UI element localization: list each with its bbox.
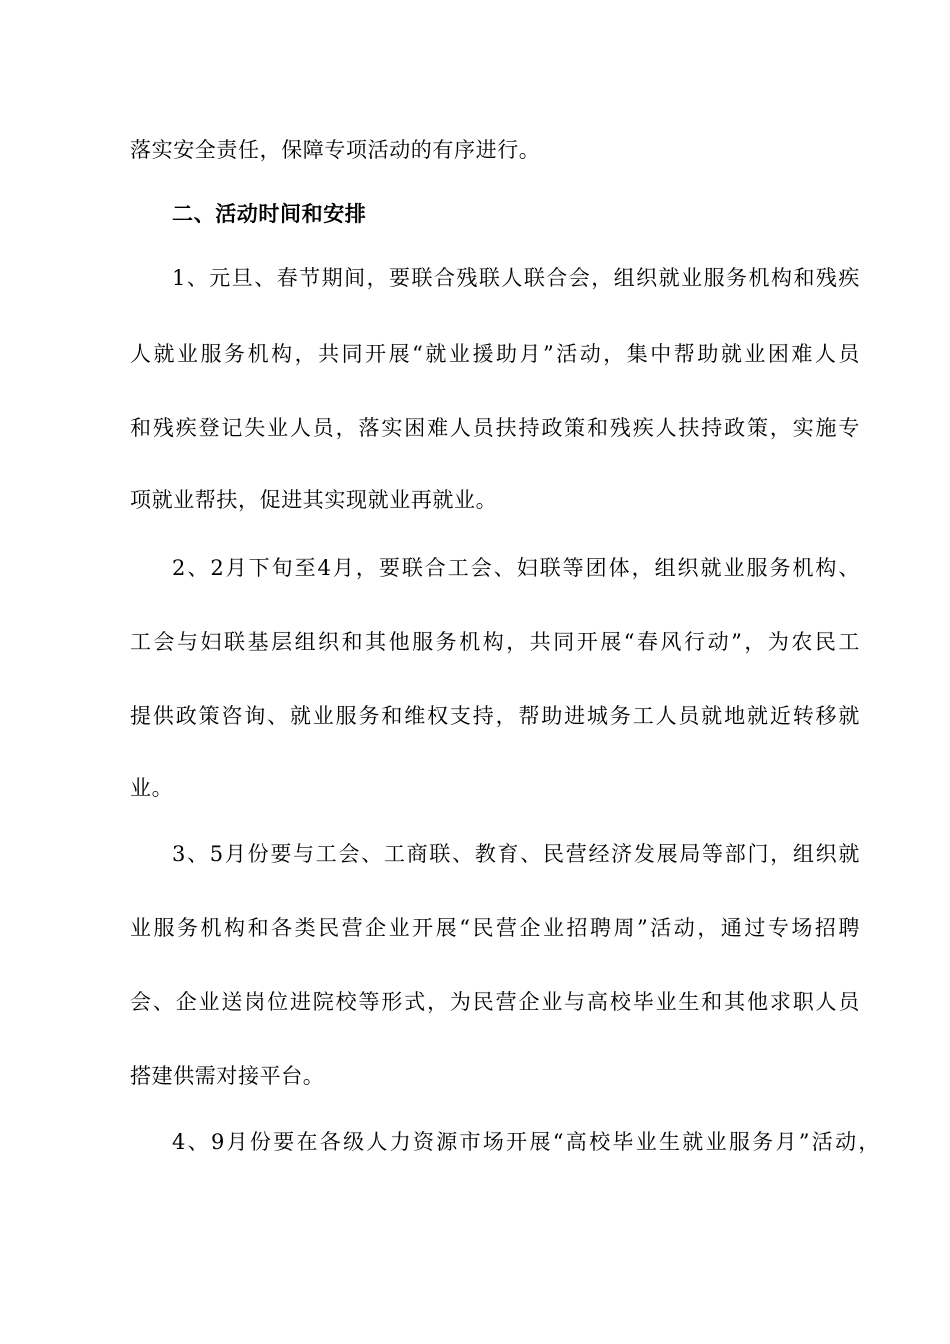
item-1-line-4: 项就业帮扶，促进其实现就业再就业。 [130,488,498,512]
item-1-line-2: 人就业服务机构，共同开展“就业援助月”活动，集中帮助就业困难人员 [130,342,860,366]
item-2-line-3: 提供政策咨询、就业服务和维权支持，帮助进城务工人员就地就近转移就 [130,704,860,728]
item-3-line-3: 会、企业送岗位进院校等形式，为民营企业与高校毕业生和其他求职人员 [130,990,860,1014]
paragraph-continuation-line: 落实安全责任，保障专项活动的有序进行。 [130,138,541,162]
item-3-line-2: 业服务机构和各类民营企业开展“民营企业招聘周”活动，通过专场招聘 [130,916,860,940]
item-2-line-2: 工会与妇联基层组织和其他服务机构，共同开展“春风行动”，为农民工 [130,630,860,654]
item-3-line-1: 3、5月份要与工会、工商联、教育、民营经济发展局等部门，组织就 [172,842,860,866]
item-2-line-4: 业。 [130,776,174,800]
item-2-line-1: 2、2月下旬至4月，要联合工会、妇联等团体，组织就业服务机构、 [172,556,860,580]
item-1-line-1: 1、元旦、春节期间，要联合残联人联合会，组织就业服务机构和残疾 [172,266,860,290]
item-1-line-3: 和残疾登记失业人员，落实困难人员扶持政策和残疾人扶持政策，实施专 [130,416,860,440]
item-3-line-4: 搭建供需对接平台。 [130,1064,325,1088]
section-heading: 二、活动时间和安排 [172,202,367,226]
item-4-line-1: 4、9月份要在各级人力资源市场开展“高校毕业生就业服务月”活动， [172,1130,880,1154]
